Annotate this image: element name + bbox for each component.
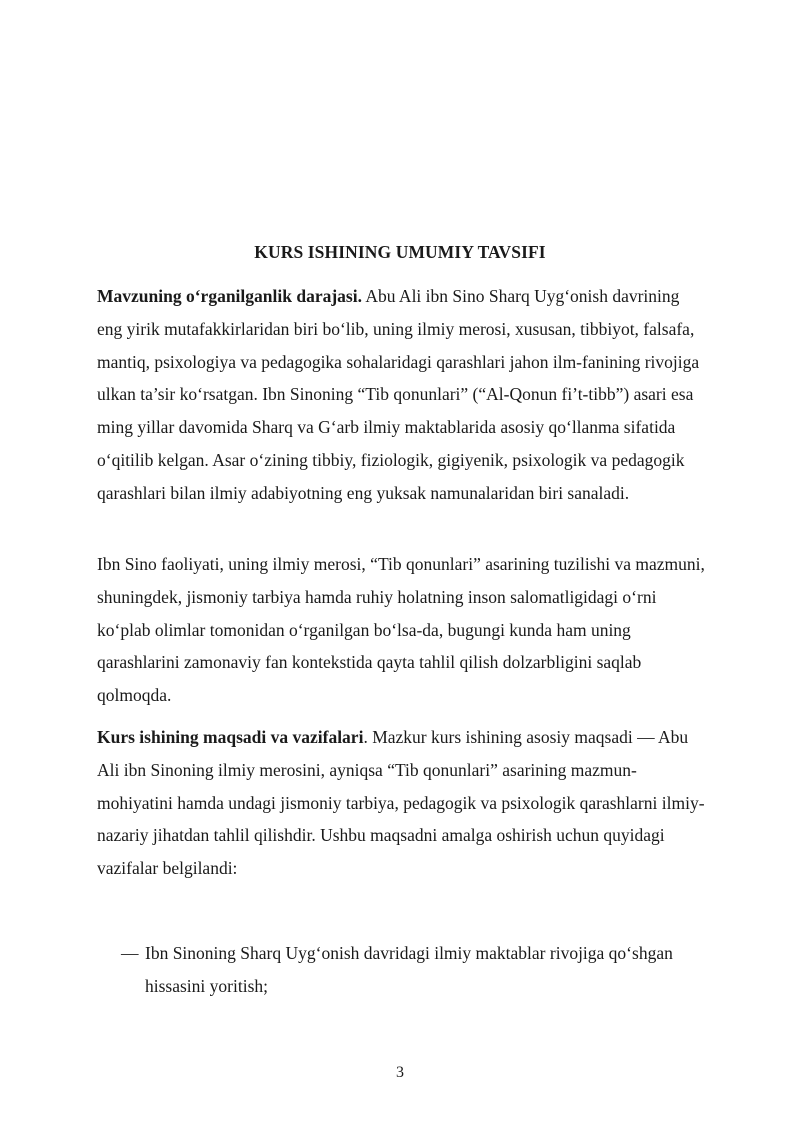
list-item (121, 937, 711, 1003)
paragraph-text: Ibn Sino faoliyati, uning ilmiy merosi, “Tib qonunlari” asarining tuzilishi va mazmuni, shuningdek, jismoniy tarbiya hamda ruhiy holatning inson salomatligidagi o‘rni ko‘plab olimlar tomonidan o‘rganilgan bo‘lsa-da, bugungi kunda ham uning qarashlarini zamonaviy fan kontekstida qayta tahlil qilish dolzarbligini saqlab qolmoqda. (97, 554, 705, 706)
paragraph-label: Kurs ishining maqsadi va vazifalari (97, 727, 364, 747)
paragraph-text: . Mazkur kurs ishining asosiy maqsadi — Abu Ali ibn Sinoning ilmiy merosini, ayniqsa “Tib qonunlari” asarining mazmun-mohiyatini hamda undagi jismoniy tarbiya, pedagogik va psixologik qarashlarni ilmiy-nazariy jihatdan tahlil qilishdir. Ushbu maqsadni amalga oshirish uchun quyidagi vazifalar belgilandi: (97, 727, 705, 879)
paragraph-text: Abu Ali ibn Sino Sharq Uyg‘onish davrining eng yirik mutafakkirlaridan biri bo‘lib, uning ilmiy merosi, xususan, tibbiyot, falsafa, mantiq, psixologiya va pedagogika sohalaridagi qarashlari jahon ilm-fanining rivojiga ulkan ta’sir ko‘rsatgan. Ibn Sinoning “Tib qonunlari” (“Al-Qonun fi’t-tibb”) asari esa ming yillar davomida Sharq va G‘arb ilmiy maktablarida asosiy qo‘llanma sifatida o‘qitilib kelgan. Asar o‘zining tibbiy, fiziologik, gigiyenik, psixologik va pedagogik qarashlari bilan ilmiy adabiyotning eng yuksak namunalaridan biri sanaladi. (97, 286, 700, 503)
list-item-text: Ibn Sinoning Sharq Uyg‘onish davridagi ilmiy maktablar rivojiga qo‘shgan hissasini yoritish; (145, 943, 673, 996)
paragraph-study-level (97, 280, 709, 510)
paragraph-label: Mavzuning o‘rganilganlik darajasi. (97, 286, 362, 306)
page-number: 3 (396, 1064, 404, 1081)
page-title: KURS ISHINING UMUMIY TAVSIFI (254, 242, 546, 262)
paragraph-aims (97, 721, 709, 885)
list-dash: — (121, 943, 139, 963)
paragraph-relevance (97, 548, 709, 712)
